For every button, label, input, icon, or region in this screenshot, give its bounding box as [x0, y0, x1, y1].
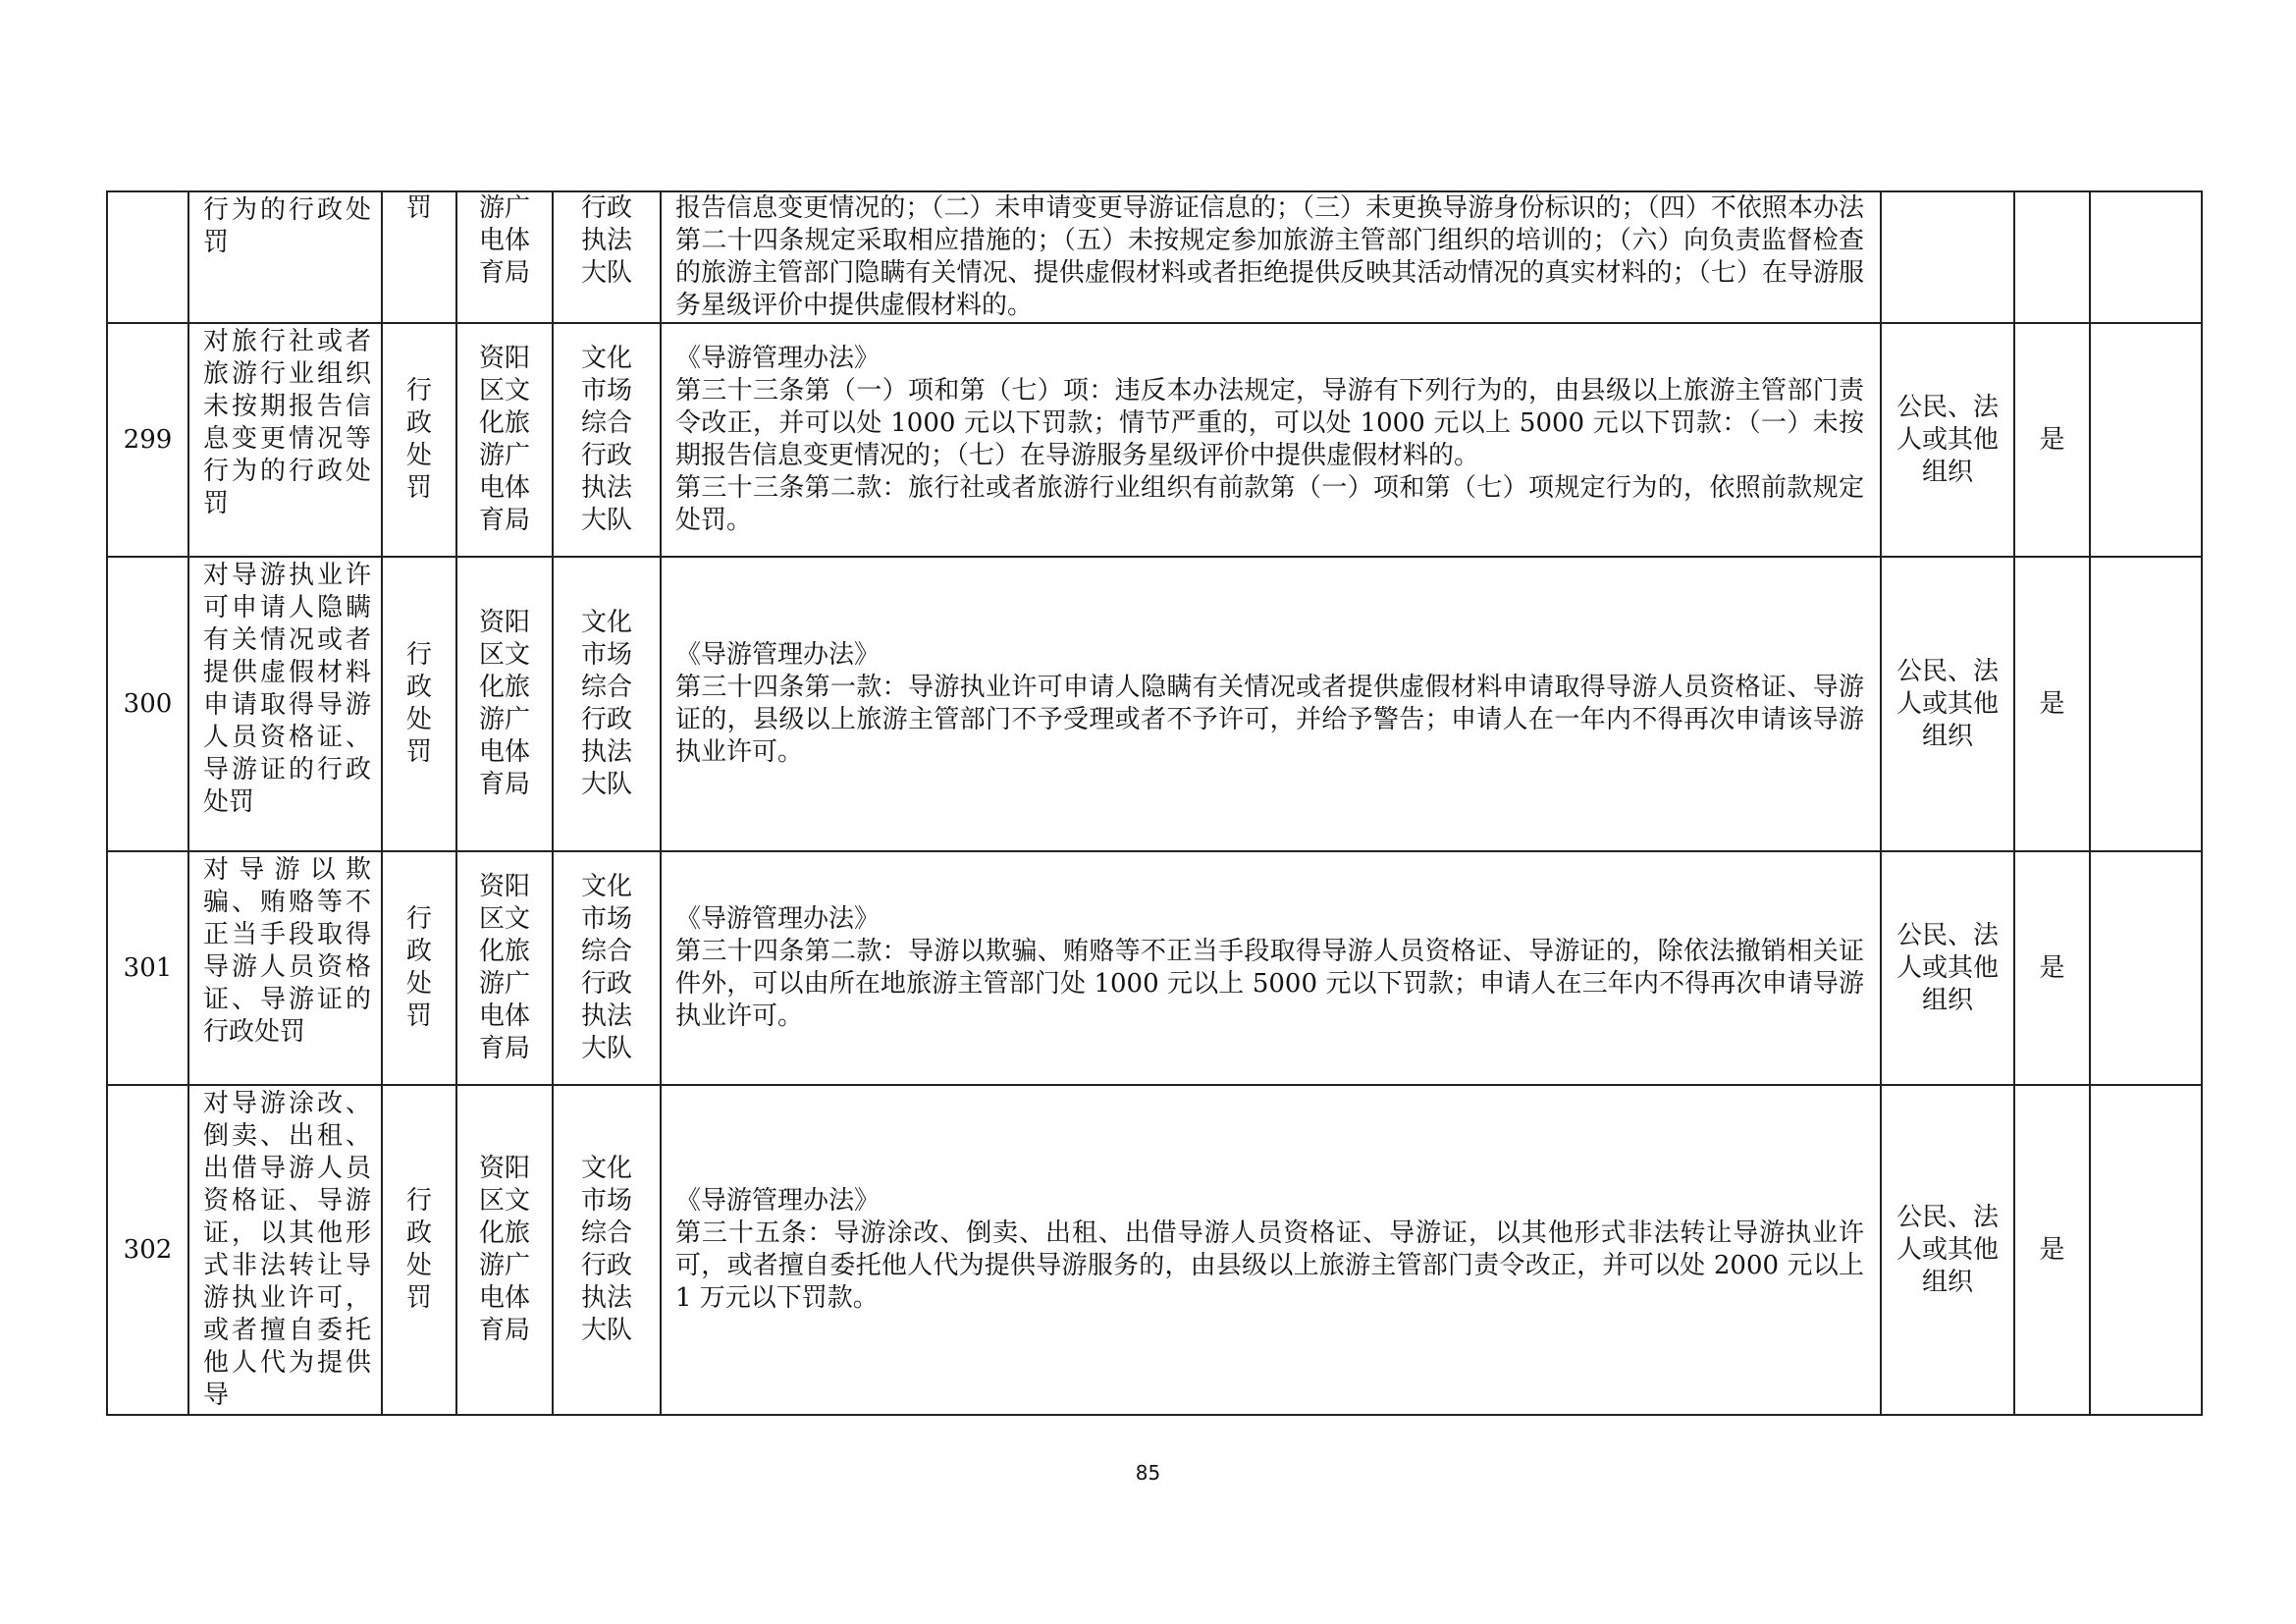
- legal-basis: [661, 557, 1881, 851]
- remarks: [2090, 323, 2202, 557]
- action-type: 罚: [382, 191, 456, 323]
- department: 资阳区文化旅游广电体育局: [456, 851, 553, 1085]
- department: 资阳区文化旅游广电体育局: [456, 557, 553, 851]
- row-number: 299: [107, 323, 188, 557]
- yes-flag: 是: [2014, 1085, 2090, 1415]
- table-row: [107, 1085, 2202, 1415]
- basis-line: 第三十四条第一款：导游执业许可申请人隐瞒有关情况或者提供虚假材料申请取得导游人员资格证、导游证的，县级以上旅游主管部门不予受理或者不予许可，并给予警告；申请人在一年内不得再次申请该导游执业许可。: [675, 673, 1864, 767]
- row-number: [107, 191, 188, 323]
- legal-basis: [661, 851, 1881, 1085]
- yes-flag: 是: [2014, 323, 2090, 557]
- basis-line: 《导游管理办法》: [675, 1186, 881, 1216]
- basis-line: 第三十三条第（一）项和第（七）项：违反本办法规定，导游有下列行为的，由县级以上旅游主管部门责令改正，并可以处 1000 元以下罚款；情节严重的，可以处 1000 元以上 5000 元以下罚款：（一）未按期报告信息变更情况的；（七）在导游服务星级评价中提供虚假材料的。: [675, 376, 1864, 470]
- table-row: [107, 191, 2202, 323]
- basis-line: 《导游管理办法》: [675, 904, 881, 934]
- table-row: [107, 851, 2202, 1085]
- remarks: [2090, 191, 2202, 323]
- item-name: 对导游执业许可申请人隐瞒有关情况或者提供虚假材料申请取得导游人员资格证、导游证的行政处罚: [188, 557, 382, 851]
- target-object: 公民、法人或其他组织: [1881, 1085, 2014, 1415]
- executor: 行政执法大队: [553, 191, 661, 323]
- remarks: [2090, 557, 2202, 851]
- basis-line: 第三十四条第二款：导游以欺骗、贿赂等不正当手段取得导游人员资格证、导游证的，除依法撤销相关证件外，可以由所在地旅游主管部门处 1000 元以上 5000 元以下罚款；申请人在三年内不得再次申请导游执业许可。: [675, 937, 1864, 1031]
- basis-line: 《导游管理办法》: [675, 640, 881, 670]
- executor: 文化市场综合行政执法大队: [553, 1085, 661, 1415]
- target-object: 公民、法人或其他组织: [1881, 323, 2014, 557]
- legal-basis: [661, 323, 1881, 557]
- item-name: 对导游涂改、倒卖、出租、出借导游人员资格证、导游证，以其他形式非法转让导游执业许可，或者擅自委托他人代为提供导: [188, 1085, 382, 1415]
- enforcement-table: [106, 190, 2203, 1416]
- item-name: 行为的行政处罚: [188, 191, 382, 323]
- item-name: 对导游以欺骗、贿赂等不正当手段取得导游人员资格证、导游证的行政处罚: [188, 851, 382, 1085]
- action-type: 行政处罚: [382, 1085, 456, 1415]
- basis-line: 报告信息变更情况的；（二）未申请变更导游证信息的；（三）未更换导游身份标识的；（四）不依照本办法第二十四条规定采取相应措施的；（五）未按规定参加旅游主管部门组织的培训的；（六）向负责监督检查的旅游主管部门隐瞒有关情况、提供虚假材料或者拒绝提供反映其活动情况的真实材料的；（七）在导游服务星级评价中提供虚假材料的。: [675, 193, 1864, 320]
- row-number: 301: [107, 851, 188, 1085]
- row-number: 300: [107, 557, 188, 851]
- basis-line: 《导游管理办法》: [675, 344, 881, 373]
- remarks: [2090, 851, 2202, 1085]
- department: 资阳区文化旅游广电体育局: [456, 323, 553, 557]
- yes-flag: [2014, 191, 2090, 323]
- executor: 文化市场综合行政执法大队: [553, 557, 661, 851]
- item-name: 对旅行社或者旅游行业组织未按期报告信息变更情况等行为的行政处罚: [188, 323, 382, 557]
- yes-flag: 是: [2014, 557, 2090, 851]
- department: 游广电体育局: [456, 191, 553, 323]
- executor: 文化市场综合行政执法大队: [553, 851, 661, 1085]
- target-object: [1881, 191, 2014, 323]
- legal-basis: [661, 1085, 1881, 1415]
- action-type: 行政处罚: [382, 557, 456, 851]
- action-type: 行政处罚: [382, 851, 456, 1085]
- basis-line: 第三十三条第二款：旅行社或者旅游行业组织有前款第（一）项和第（七）项规定行为的，依照前款规定处罚。: [675, 473, 1864, 535]
- yes-flag: 是: [2014, 851, 2090, 1085]
- executor: 文化市场综合行政执法大队: [553, 323, 661, 557]
- legal-basis: [661, 191, 1881, 323]
- table-row: [107, 323, 2202, 557]
- page-number: 85: [1135, 1461, 1161, 1485]
- row-number: 302: [107, 1085, 188, 1415]
- department: 资阳区文化旅游广电体育局: [456, 1085, 553, 1415]
- basis-line: 第三十五条：导游涂改、倒卖、出租、出借导游人员资格证、导游证，以其他形式非法转让导游执业许可，或者擅自委托他人代为提供导游服务的，由县级以上旅游主管部门责令改正，并可以处 2000 元以上 1 万元以下罚款。: [675, 1218, 1864, 1313]
- target-object: 公民、法人或其他组织: [1881, 851, 2014, 1085]
- remarks: [2090, 1085, 2202, 1415]
- target-object: 公民、法人或其他组织: [1881, 557, 2014, 851]
- action-type: 行政处罚: [382, 323, 456, 557]
- table-row: [107, 557, 2202, 851]
